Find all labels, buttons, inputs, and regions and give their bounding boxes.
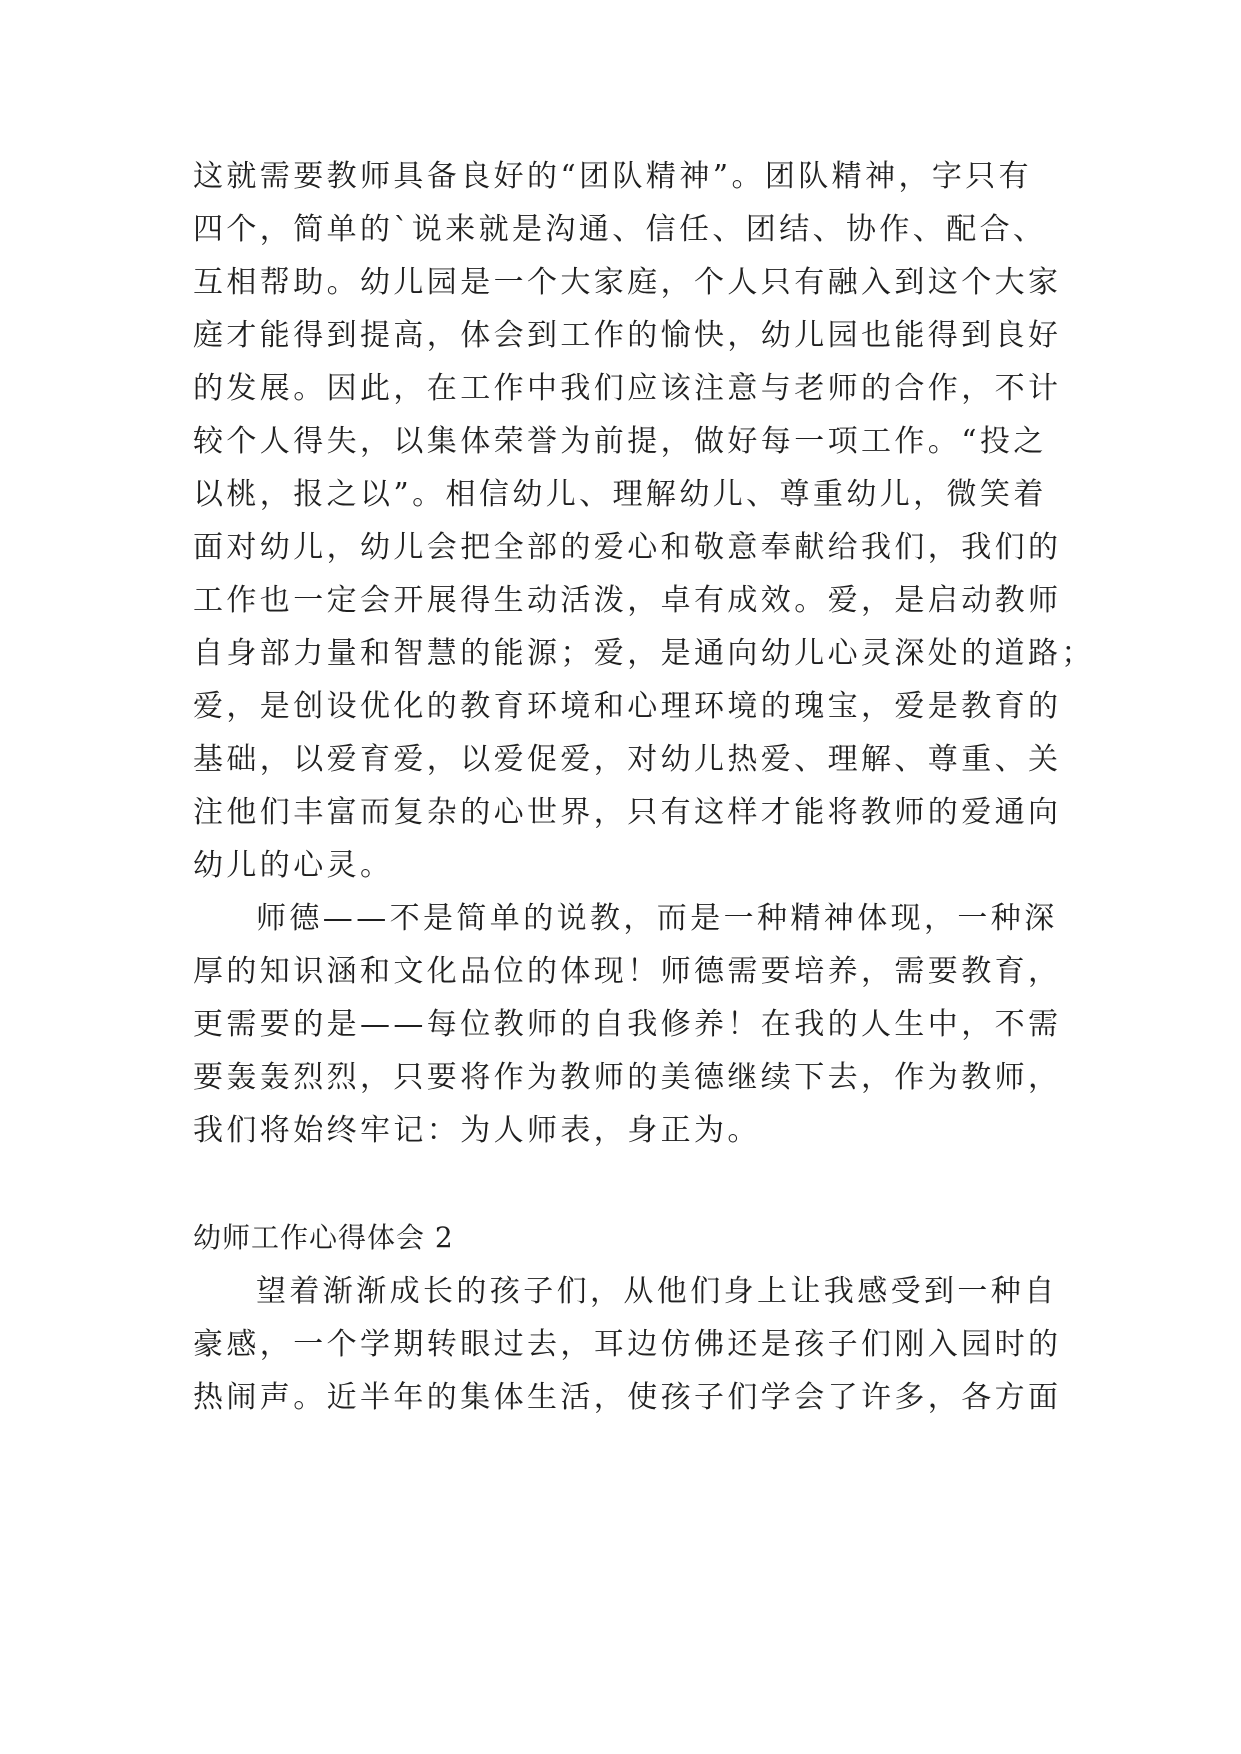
paragraph-1-line-7: 以桃，报之以”。相信幼儿、理解幼儿、尊重幼儿，微笑着 xyxy=(193,477,1047,512)
paragraph-3-line-2: 豪感，一个学期转眼过去，耳边仿佛还是孩子们刚入园时的 xyxy=(193,1327,1062,1362)
paragraph-3-line-1: 望着渐渐成长的孩子们，从他们身上让我感受到一种自 xyxy=(256,1274,1058,1309)
paragraph-1-line-12: 基础，以爱育爱，以爱促爱，对幼儿热爱、理解、尊重、关 xyxy=(193,742,1062,777)
paragraph-1-line-8: 面对幼儿，幼儿会把全部的爱心和敬意奉献给我们，我们的 xyxy=(193,530,1062,565)
paragraph-2-line-3: 更需要的是——每位教师的自我修养！在我的人生中，不需 xyxy=(193,1007,1062,1042)
paragraph-3-line-3: 热闹声。近半年的集体生活，使孩子们学会了许多，各方面 xyxy=(193,1380,1062,1415)
paragraph-1-line-9: 工作也一定会开展得生动活泼，卓有成效。爱，是启动教师 xyxy=(193,583,1062,618)
paragraph-2-line-4: 要轰轰烈烈，只要将作为教师的美德继续下去，作为教师， xyxy=(193,1060,1062,1095)
paragraph-1-line-14: 幼儿的心灵。 xyxy=(193,848,394,883)
paragraph-2-line-2: 厚的知识涵和文化品位的体现！师德需要培养，需要教育， xyxy=(193,954,1062,989)
paragraph-1-line-13: 注他们丰富而复杂的心世界，只有这样才能将教师的爱通向 xyxy=(193,795,1062,830)
paragraph-2-line-5: 我们将始终牢记：为人师表，身正为。 xyxy=(193,1113,761,1148)
paragraph-1-line-10: 自身部力量和智慧的能源；爱，是通向幼儿心灵深处的道路； xyxy=(193,636,1095,671)
paragraph-1-line-11: 爱，是创设优化的教育环境和心理环境的瑰宝，爱是教育的 xyxy=(193,689,1062,724)
paragraph-2-line-1: 师德——不是简单的说教，而是一种精神体现，一种深 xyxy=(256,901,1058,936)
paragraph-1-line-1: 这就需要教师具备良好的“团队精神”。团队精神，字只有 xyxy=(193,159,1033,194)
paragraph-1-line-3: 互相帮助。幼儿园是一个大家庭，个人只有融入到这个大家 xyxy=(193,265,1062,300)
section-heading: 幼师工作心得体会 2 xyxy=(193,1221,454,1254)
paragraph-1-line-6: 较个人得失，以集体荣誉为前提，做好每一项工作。“投之 xyxy=(193,424,1047,459)
paragraph-1-line-4: 庭才能得到提高，体会到工作的愉快，幼儿园也能得到良好 xyxy=(193,318,1062,353)
paragraph-1-line-2: 四个，简单的`说来就是沟通、信任、团结、协作、配合、 xyxy=(193,212,1047,247)
paragraph-1-line-5: 的发展。因此，在工作中我们应该注意与老师的合作，不计 xyxy=(193,371,1062,406)
